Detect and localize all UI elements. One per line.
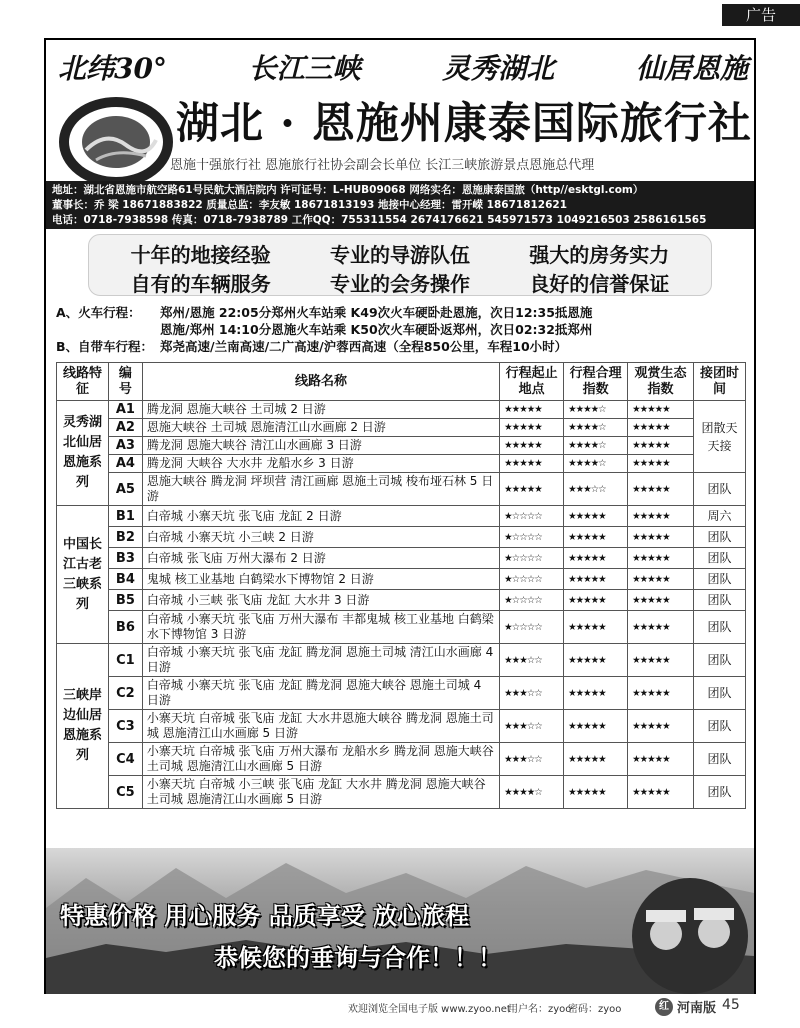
table-row xyxy=(57,548,746,569)
rating-cell: ★★★☆☆ xyxy=(500,644,564,677)
schedule-cell: 团队 xyxy=(694,527,746,548)
agency-logo-icon xyxy=(56,90,174,190)
ad-frame xyxy=(44,38,756,994)
rating-cell: ★★★★★ xyxy=(628,473,694,506)
rating-cell: ★★★★★ xyxy=(628,527,694,548)
schedule-cell: 团队 xyxy=(694,677,746,710)
table-row xyxy=(57,506,746,527)
route-code: C4 xyxy=(108,743,142,776)
table-row xyxy=(57,473,746,506)
rating-cell: ★★★★★ xyxy=(564,644,628,677)
table-row xyxy=(57,644,746,677)
route-name: 腾龙洞 恩施大峡谷 土司城 2 日游 xyxy=(142,401,499,419)
route-name: 腾龙洞 恩施大峡谷 清江山水画廊 3 日游 xyxy=(142,437,499,455)
schedule-cell: 团队 xyxy=(694,776,746,809)
route-code: A5 xyxy=(108,473,142,506)
route-code: B4 xyxy=(108,569,142,590)
table-row xyxy=(57,527,746,548)
table-row xyxy=(57,677,746,710)
feature-item: 专业的会务操作 xyxy=(329,272,470,296)
feature-item: 自有的车辆服务 xyxy=(130,272,271,296)
feature-item: 强大的房务实力 xyxy=(529,243,670,267)
rating-cell: ★★★★★ xyxy=(564,776,628,809)
train-line-1: 郑州/恩施 22:05分郑州火车站乘 K49次火车硬卧赴恩施，次日12:35抵恩施 xyxy=(160,305,593,320)
route-code: C5 xyxy=(108,776,142,809)
route-name: 白帝城 小寨天坑 张飞庙 龙缸 腾龙洞 恩施大峡谷 恩施土司城 4 日游 xyxy=(142,677,499,710)
route-name: 白帝城 小寨天坑 小三峡 2 日游 xyxy=(142,527,499,548)
car-label: B、自带车行程： xyxy=(56,339,154,354)
rating-cell: ★★★★☆ xyxy=(564,455,628,473)
footer-user: 用户名：zyoo xyxy=(508,1004,572,1015)
rating-cell: ★☆☆☆☆ xyxy=(500,611,564,644)
edition-mark-icon: 红 xyxy=(655,998,673,1016)
rating-cell: ★★★★★ xyxy=(628,590,694,611)
rating-cell: ★★★★★ xyxy=(500,419,564,437)
route-code: B1 xyxy=(108,506,142,527)
promo-line-2: 恭候您的垂询与合作！！！ xyxy=(214,944,502,972)
category-cell: 灵秀湖北仙居恩施系列 xyxy=(57,401,109,506)
rating-cell: ★★★★★ xyxy=(564,677,628,710)
rating-cell: ★★★★★ xyxy=(628,644,694,677)
route-name: 小寨天坑 白帝城 小三峡 张飞庙 龙缸 大水井 腾龙洞 恩施大峡谷 土司城 恩施清江山水画廊 5 日游 xyxy=(142,776,499,809)
rating-cell: ★★★★★ xyxy=(628,401,694,419)
agency-tagline: 恩施十强旅行社 恩施旅行社协会副会长单位 长江三峡旅游景点恩施总代理 xyxy=(170,158,595,173)
table-row xyxy=(57,743,746,776)
footer-site: 欢迎浏览全国电子版 www.zyoo.net xyxy=(348,1004,511,1015)
route-name: 白帝城 小寨天坑 张飞庙 龙缸 2 日游 xyxy=(142,506,499,527)
table-row xyxy=(57,455,746,473)
rating-cell: ★★★★★ xyxy=(628,611,694,644)
route-code: A2 xyxy=(108,419,142,437)
table-row xyxy=(57,590,746,611)
rating-cell: ★★★★☆ xyxy=(564,401,628,419)
route-code: A4 xyxy=(108,455,142,473)
rating-cell: ★★★★★ xyxy=(628,548,694,569)
route-code: B5 xyxy=(108,590,142,611)
ad-label: 广告 xyxy=(722,4,800,26)
rating-cell: ★★★★★ xyxy=(564,506,628,527)
rating-cell: ★★★★★ xyxy=(564,527,628,548)
schedule-cell: 团队 xyxy=(694,743,746,776)
table-row xyxy=(57,419,746,437)
rating-cell: ★★★★☆ xyxy=(564,437,628,455)
contact-bar xyxy=(46,181,754,229)
rating-cell: ★★★★★ xyxy=(628,506,694,527)
slogan-1: 北纬30° xyxy=(58,52,167,85)
rating-cell: ★☆☆☆☆ xyxy=(500,548,564,569)
slogan-4: 仙居恩施 xyxy=(635,52,748,85)
rating-cell: ★★★★★ xyxy=(628,710,694,743)
contact-address: 地址：湖北省恩施市航空路61号民航大酒店院内 许可证号：L-HUB09068 网络实名：恩施康泰国旅（http//esktgl.com） xyxy=(52,184,644,196)
rating-cell: ★★★★★ xyxy=(500,401,564,419)
slogan-2: 长江三峡 xyxy=(248,52,361,85)
rating-cell: ★★★★★ xyxy=(628,437,694,455)
rating-cell: ★★★★★ xyxy=(628,776,694,809)
rating-cell: ★★★★★ xyxy=(564,611,628,644)
feature-item: 十年的地接经验 xyxy=(130,243,271,267)
schedule-cell: 团队 xyxy=(694,611,746,644)
rating-cell: ★☆☆☆☆ xyxy=(500,569,564,590)
table-row xyxy=(57,569,746,590)
rating-cell: ★★★★★ xyxy=(628,743,694,776)
route-name: 鬼城 核工业基地 白鹤梁水下博物馆 2 日游 xyxy=(142,569,499,590)
route-code: C2 xyxy=(108,677,142,710)
page-footer xyxy=(0,996,800,1028)
schedule-cell: 团散天天接 xyxy=(694,401,746,473)
car-line: 郑尧高速/兰南高速/二广高速/沪蓉西高速（全程850公里，车程10小时） xyxy=(160,339,568,354)
table-row xyxy=(57,710,746,743)
route-name: 小寨天坑 白帝城 张飞庙 龙缸 大水井恩施大峡谷 腾龙洞 恩施土司城 恩施清江山水画廊 5 日游 xyxy=(142,710,499,743)
rating-cell: ★★★★★ xyxy=(564,548,628,569)
col-header: 观赏生态指数 xyxy=(628,363,694,401)
schedule-cell: 团队 xyxy=(694,710,746,743)
table-row xyxy=(57,401,746,419)
schedule-cell: 团队 xyxy=(694,548,746,569)
schedule-cell: 团队 xyxy=(694,569,746,590)
features-box xyxy=(88,234,712,296)
route-code: C1 xyxy=(108,644,142,677)
promo-line-1: 特惠价格 用心服务 品质享受 放心旅程 xyxy=(60,902,470,930)
transport-info xyxy=(56,304,746,355)
category-cell: 三峡岸边仙居恩施系列 xyxy=(57,644,109,809)
rating-cell: ★★★☆☆ xyxy=(500,677,564,710)
rating-cell: ★★★★★ xyxy=(628,677,694,710)
schedule-cell: 周六 xyxy=(694,506,746,527)
schedule-cell: 团队 xyxy=(694,644,746,677)
route-code: B2 xyxy=(108,527,142,548)
schedule-cell: 团队 xyxy=(694,590,746,611)
rating-cell: ★☆☆☆☆ xyxy=(500,506,564,527)
route-code: A3 xyxy=(108,437,142,455)
route-name: 白帝城 小三峡 张飞庙 龙缸 大水井 3 日游 xyxy=(142,590,499,611)
edition-label: 河南版 xyxy=(677,1001,717,1016)
route-name: 小寨天坑 白帝城 张飞庙 万州大瀑布 龙船水乡 腾龙洞 恩施大峡谷 土司城 恩施清江山水画廊 5 日游 xyxy=(142,743,499,776)
route-code: C3 xyxy=(108,710,142,743)
train-line-2: 恩施/郑州 14:10分恩施火车站乘 K50次火车硬卧返郑州，次日02:32抵郑州 xyxy=(160,322,593,337)
schedule-cell: 团队 xyxy=(694,473,746,506)
table-row xyxy=(57,437,746,455)
rating-cell: ★★★★★ xyxy=(500,473,564,506)
route-table xyxy=(56,362,746,809)
category-cell: 中国长江古老三峡系列 xyxy=(57,506,109,644)
rating-cell: ★☆☆☆☆ xyxy=(500,590,564,611)
slogan-bar xyxy=(58,44,748,90)
agency-name: 湖北 · 恩施州康泰国际旅行社 xyxy=(176,99,752,149)
rating-cell: ★★★★☆ xyxy=(564,419,628,437)
rating-cell: ★★★★★ xyxy=(564,743,628,776)
rating-cell: ★★★★★ xyxy=(500,437,564,455)
route-name: 白帝城 小寨天坑 张飞庙 万州大瀑布 丰都鬼城 核工业基地 白鹤梁水下博物馆 3 日游 xyxy=(142,611,499,644)
feature-item: 专业的导游队伍 xyxy=(329,243,470,267)
slogan-3: 灵秀湖北 xyxy=(442,52,555,85)
rating-cell: ★★★★☆ xyxy=(500,776,564,809)
rating-cell: ★★★★★ xyxy=(564,710,628,743)
route-code: A1 xyxy=(108,401,142,419)
footer-password: 密码：zyoo xyxy=(568,1004,622,1015)
scenery-banner xyxy=(46,848,754,994)
contact-phone: 电话：0718-7938598 传真：0718-7938789 工作QQ：755311554 2674176621 545971573 1049216503 2586161565 xyxy=(52,214,707,226)
col-header: 线路名称 xyxy=(142,363,499,401)
col-header: 行程合理指数 xyxy=(564,363,628,401)
feature-item: 良好的信誉保证 xyxy=(529,272,670,296)
footer-edition xyxy=(655,997,716,1016)
train-label: A、火车行程： xyxy=(56,305,141,320)
route-name: 白帝城 小寨天坑 张飞庙 龙缸 腾龙洞 恩施土司城 清江山水画廊 4 日游 xyxy=(142,644,499,677)
contact-people: 董事长：乔 梁 18671883822 质量总监：李友敏 18671813193 地接中心经理：雷开嵘 18671812621 xyxy=(52,199,568,211)
rating-cell: ★★★★★ xyxy=(564,590,628,611)
rating-cell: ★★★★★ xyxy=(500,455,564,473)
rating-cell: ★★★☆☆ xyxy=(500,743,564,776)
route-code: B3 xyxy=(108,548,142,569)
rating-cell: ★☆☆☆☆ xyxy=(500,527,564,548)
col-header: 编号 xyxy=(108,363,142,401)
table-header-row xyxy=(57,363,746,401)
route-name: 恩施大峡谷 土司城 恩施清江山水画廊 2 日游 xyxy=(142,419,499,437)
route-name: 腾龙洞 大峡谷 大水井 龙船水乡 3 日游 xyxy=(142,455,499,473)
rating-cell: ★★★★★ xyxy=(628,455,694,473)
page-number: 45 xyxy=(722,997,740,1013)
col-header: 接团时间 xyxy=(694,363,746,401)
table-row xyxy=(57,776,746,809)
col-header: 行程起止地点 xyxy=(500,363,564,401)
rating-cell: ★★★☆☆ xyxy=(500,710,564,743)
rating-cell: ★★★★★ xyxy=(628,419,694,437)
route-name: 白帝城 张飞庙 万州大瀑布 2 日游 xyxy=(142,548,499,569)
rating-cell: ★★★★★ xyxy=(564,569,628,590)
table-row xyxy=(57,611,746,644)
rating-cell: ★★★★★ xyxy=(628,569,694,590)
route-code: B6 xyxy=(108,611,142,644)
route-name: 恩施大峡谷 腾龙洞 坪坝营 清江画廊 恩施土司城 梭布垭石林 5 日游 xyxy=(142,473,499,506)
rating-cell: ★★★☆☆ xyxy=(564,473,628,506)
col-header: 线路特征 xyxy=(57,363,109,401)
